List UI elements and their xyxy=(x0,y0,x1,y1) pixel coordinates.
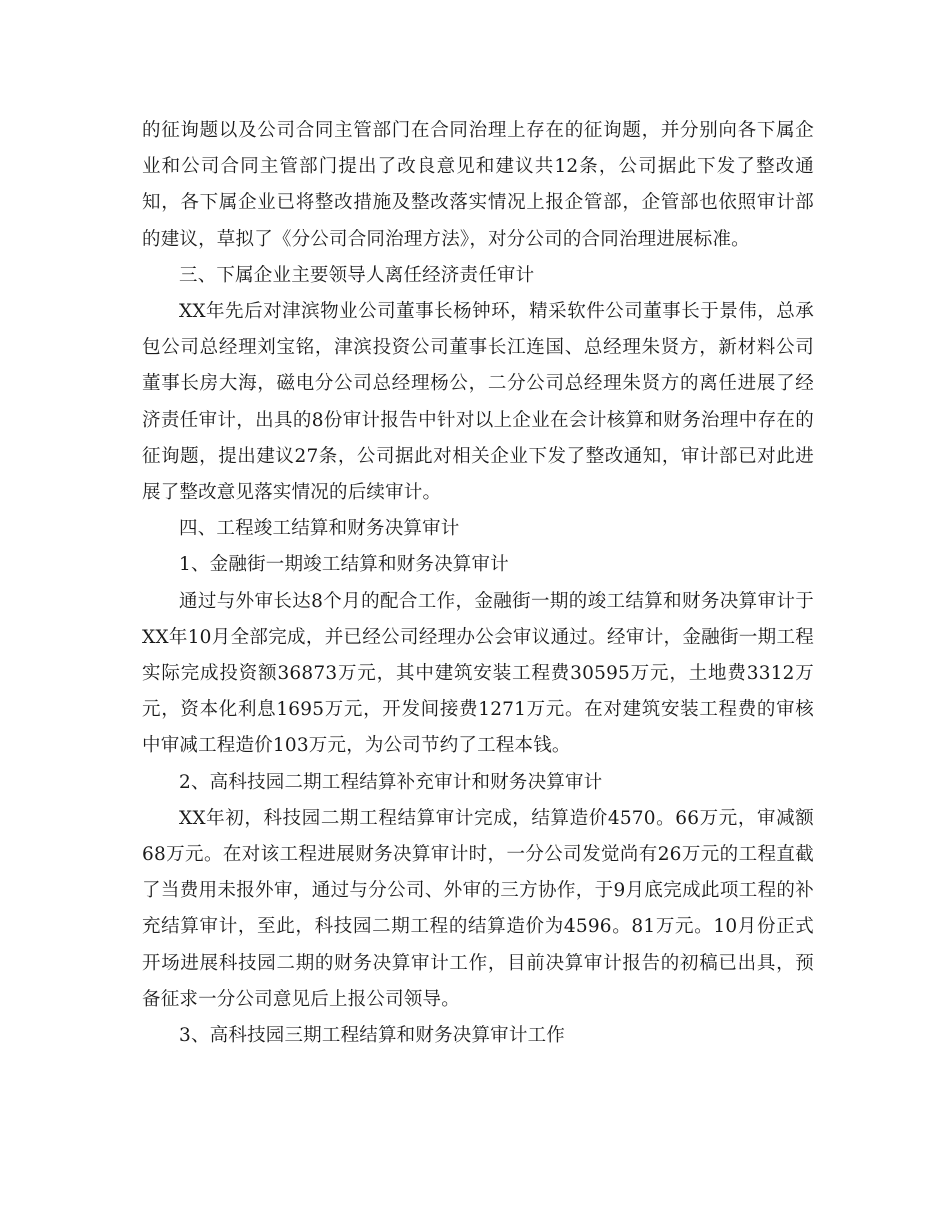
section-heading-departure-audit: 三、下属企业主要领导人离任经济责任审计 xyxy=(179,264,535,286)
subheading-tech-park-phase2: 2、高科技园二期工程结算补充审计和财务决算审计 xyxy=(179,771,603,793)
paragraph-contract-issues: 的征询题以及公司合同主管部门在合同治理上存在的征询题，并分别向各下属企业和公司合同主管部门提出了改良意见和建议共12条，公司据此下发了整改通知，各下属企业已将整改措施及整改落实情况上报企管部，企管部也依照审计部的建议，草拟了《分公司合同治理方法》，对分公司的合同治理进展标准。 xyxy=(142,120,814,250)
section-heading-project-settlement: 四、工程竣工结算和财务决算审计 xyxy=(179,518,460,540)
subheading-financial-street-phase1: 1、金融街一期竣工结算和财务决算审计 xyxy=(179,554,509,576)
subheading-tech-park-phase3: 3、高科技园三期工程结算和财务决算审计工作 xyxy=(179,1025,565,1047)
paragraph-departure-audit: XX年先后对津滨物业公司董事长杨钟环，精采软件公司董事长于景伟，总承包公司总经理刘宝铭，津滨投资公司董事长江连国、总经理朱贤方，新材料公司董事长房大海，磁电分公司总经理杨公，二分公司总经理朱贤方的离任进展了经济责任审计，出具的8份审计报告中针对以上企业在会计核算和财务治理中存在的征询题，提出建议27条，公司据此对相关企业下发了整改通知，审计部已对此进展了整改意见落实情况的后续审计。 xyxy=(142,301,814,504)
paragraph-financial-street-phase1: 通过与外审长达8个月的配合工作，金融街一期的竣工结算和财务决算审计于XX年10月全部完成，并已经公司经理办公会审议通过。经审计，金融街一期工程实际完成投资额36873万元，其中建筑安装工程费30595万元，土地费3312万元，资本化利息1695万元，开发间接费1271万元。在对建筑安装工程费的审核中审减工程造价103万元，为公司节约了工程本钱。 xyxy=(142,590,814,757)
document-body xyxy=(142,113,814,1054)
paragraph-tech-park-phase2: XX年初，科技园二期工程结算审计完成，结算造价4570。66万元，审减额68万元。在对该工程进展财务决算审计时，一分公司发觉尚有26万元的工程直截了当费用未报外审，通过与分公司、外审的三方协作，于9月底完成此项工程的补充结算审计，至此，科技园二期工程的结算造价为4596。81万元。10月份正式开场进展科技园二期的财务决算审计工作，目前决算审计报告的初稿已出具，预备征求一分公司意见后上报公司领导。 xyxy=(142,807,814,1010)
